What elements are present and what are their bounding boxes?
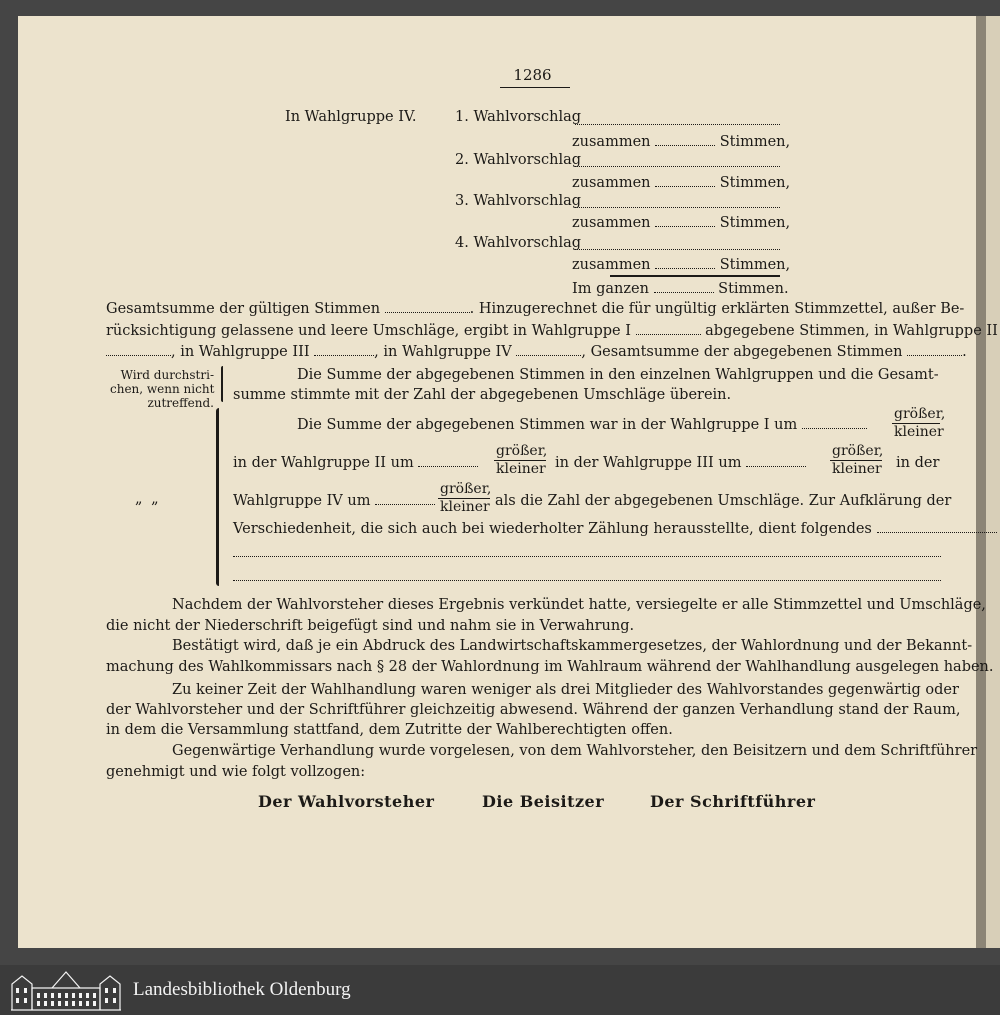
proposal-3-sum: zusammen Stimmen,: [572, 215, 791, 231]
library-building-logo: [10, 968, 122, 1012]
proposal-2-sum: zusammen Stimmen,: [572, 175, 791, 191]
summary-line-3: , in Wahlgruppe III , in Wahlgruppe IV , Gesamtsumme der abgegebenen Stimmen .: [106, 343, 967, 361]
option-a-line-1: Die Summe der abgegebenen Stimmen in den einzelnen Wahlgruppen und die Gesamt-: [297, 367, 939, 383]
ditto-marks: „ „: [135, 491, 161, 507]
option-b-brace: [216, 408, 219, 586]
proposal-3-label: 3. Wahlvorschlag: [455, 193, 582, 209]
proposal-1-line: [575, 124, 780, 125]
margin-note: Wird durchstri- chen, wenn nicht zutreffend.: [110, 368, 215, 410]
para-4-line-2: genehmigt und wie folgt vollzogen:: [106, 764, 366, 780]
option-b-line-2a: in der Wahlgruppe II um: [233, 454, 478, 472]
option-b-line-2b: in der Wahlgruppe III um: [555, 454, 806, 472]
fraction-group-3: größer, kleiner: [832, 443, 884, 477]
proposal-3-line: [575, 207, 780, 208]
para-3-line-3: in dem die Versammlung stattfand, dem Zutritte der Wahlberechtigten offen.: [106, 722, 673, 738]
fraction-group-1: größer, kleiner: [894, 406, 946, 440]
proposal-4-label: 4. Wahlvorschlag: [455, 235, 582, 251]
page-number: 1286: [513, 66, 552, 84]
summary-line-1: Gesamtsumme der gültigen Stimmen . Hinzugerechnet die für ungültig erklärten Stimmzettel, außer Be-: [106, 301, 965, 317]
proposal-2-line: [575, 166, 780, 167]
library-name[interactable]: Landesbibliothek Oldenburg: [133, 979, 351, 1000]
para-2-line-1: Bestätigt wird, daß je ein Abdruck des Landwirtschaftskammergesetzes, der Wahlordnung und der Bekannt-: [172, 638, 973, 654]
option-b-line-4: Verschiedenheit, die sich auch bei wiederholter Zählung herausstellte, dient folgendes: [233, 520, 997, 538]
fraction-group-2: größer, kleiner: [496, 443, 548, 477]
total-votes: Im ganzen Stimmen.: [572, 281, 789, 297]
footer-bar: [0, 965, 1000, 1015]
explanation-line-1: [233, 556, 941, 557]
option-b-line-3b: als die Zahl der abgegebenen Umschläge. Zur Aufklärung der: [495, 493, 952, 509]
fraction-group-4: größer, kleiner: [440, 481, 492, 515]
page-number-rule: [500, 87, 570, 88]
page-gutter: [976, 16, 986, 948]
para-3-line-1: Zu keiner Zeit der Wahlhandlung waren weniger als drei Mitglieder des Wahlvorstandes gegenwärtig oder: [172, 682, 959, 698]
signature-chair: Der Wahlvorsteher: [258, 792, 435, 811]
proposal-4-sum: zusammen Stimmen,: [572, 257, 791, 273]
proposal-1-label: 1. Wahlvorschlag: [455, 109, 582, 125]
option-b-line-2c: in der: [896, 455, 940, 471]
option-b-line-3a: Wahlgruppe IV um: [233, 492, 435, 510]
para-1-line-1: Nachdem der Wahlvorsteher dieses Ergebnis verkündet hatte, versiegelte er alle Stimmzettel und Umschläge,: [172, 597, 986, 613]
para-1-line-2: die nicht der Niederschrift beigefügt sind und nahm sie in Verwahrung.: [106, 618, 635, 634]
option-a-brace: [221, 366, 223, 402]
para-4-line-1: Gegenwärtige Verhandlung wurde vorgelesen, von dem Wahlvorsteher, den Beisitzern und dem Schriftführer: [172, 743, 978, 759]
summary-line-2: rücksichtigung gelassene und leere Umschläge, ergibt in Wahlgruppe I abgegebene Stimmen, in Wahlgruppe II: [106, 323, 998, 339]
option-a-line-2: summe stimmte mit der Zahl der abgegebenen Umschläge überein.: [233, 387, 732, 403]
signature-secretary: Der Schriftführer: [650, 792, 816, 811]
group-iv-label: In Wahlgruppe IV.: [285, 109, 417, 125]
next-page-edge: [986, 16, 1000, 948]
total-underline: [610, 275, 780, 277]
proposal-1-sum: zusammen Stimmen,: [572, 134, 791, 150]
para-3-line-2: der Wahlvorsteher und der Schriftführer gleichzeitig abwesend. Während der ganzen Verhandlung stand der Raum,: [106, 702, 961, 718]
proposal-4-line: [575, 249, 780, 250]
signature-assessors: Die Beisitzer: [482, 792, 605, 811]
explanation-line-2: [233, 580, 941, 581]
option-b-line-1: Die Summe der abgegebenen Stimmen war in der Wahlgruppe I um: [297, 416, 867, 434]
para-2-line-2: machung des Wahlkommissars nach § 28 der Wahlordnung im Wahlraum während der Wahlhandlung ausgelegen haben.: [106, 659, 994, 675]
proposal-2-label: 2. Wahlvorschlag: [455, 152, 582, 168]
